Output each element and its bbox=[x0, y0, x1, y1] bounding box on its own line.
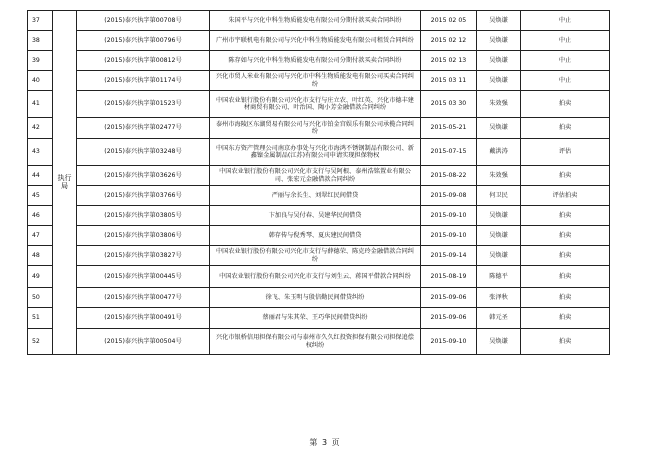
result-cell: 评估 bbox=[521, 139, 610, 166]
case-number-cell: (2015)泰兴执字第03805号 bbox=[77, 206, 210, 226]
table-row bbox=[28, 118, 610, 139]
row-number-cell: 41 bbox=[28, 91, 53, 118]
result-cell: 拍卖 bbox=[521, 226, 610, 246]
parties-cell: 中国农业银行股份有限公司兴化市支行与吴阿根、泰州浩铭置业有限公司、张宏元金融借款合同纠纷 bbox=[210, 166, 421, 186]
row-number-cell: 38 bbox=[28, 31, 53, 51]
officer-cell: 吴焕谦 bbox=[477, 206, 521, 226]
date-cell: 2015 03 11 bbox=[421, 71, 477, 91]
parties-cell: 蔡丽君与朱其荣、王巧华民间借贷纠纷 bbox=[210, 308, 421, 329]
date-cell: 2015-09-14 bbox=[421, 246, 477, 266]
case-number-cell: (2015)泰兴执字第03248号 bbox=[77, 139, 210, 166]
result-cell: 中止 bbox=[521, 31, 610, 51]
case-number-cell: (2015)泰兴执字第03766号 bbox=[77, 186, 210, 206]
parties-cell: 严丽与余长生、刘翠红民间借贷 bbox=[210, 186, 421, 206]
row-number-cell: 51 bbox=[28, 308, 53, 329]
date-cell: 2015-09-10 bbox=[421, 226, 477, 246]
parties-cell: 广州市宇联机电有限公司与兴化中科生物质能发电有限公司租赁合同纠纷 bbox=[210, 31, 421, 51]
table-row bbox=[28, 71, 610, 91]
result-cell: 拍卖 bbox=[521, 308, 610, 329]
parties-cell: 陈存如与兴化中科生物质能发电有限公司分期付款买卖合同纠纷 bbox=[210, 51, 421, 71]
row-number-cell: 52 bbox=[28, 329, 53, 355]
table-row bbox=[28, 308, 610, 329]
date-cell: 2015-08-19 bbox=[421, 266, 477, 288]
table-row bbox=[28, 246, 610, 266]
officer-cell: 张泽秋 bbox=[477, 288, 521, 308]
officer-cell: 吴焕谦 bbox=[477, 71, 521, 91]
table-row bbox=[28, 166, 610, 186]
page-number: 第 3 页 bbox=[309, 438, 341, 447]
date-cell: 2015 02 05 bbox=[421, 11, 477, 31]
parties-cell: 兴化市贸人米业有限公司与兴化市中科生物质能发电有限公司买卖合同纠纷 bbox=[210, 71, 421, 91]
result-cell: 拍卖 bbox=[521, 206, 610, 226]
parties-cell: 泰州市海陵区东湖贸易有限公司与兴化市铂金宫娱乐有限公司承揽合同纠纷 bbox=[210, 118, 421, 139]
date-cell: 2015-05-21 bbox=[421, 118, 477, 139]
parties-cell: 卞加良与吴付春、吴建华民间借贷 bbox=[210, 206, 421, 226]
parties-cell: 中国农业银行股份有限公司兴化市支行与刘生云、蒋国平借款合同纠纷 bbox=[210, 266, 421, 288]
case-number-cell: (2015)泰兴执字第00477号 bbox=[77, 288, 210, 308]
case-number-cell: (2015)泰兴执字第03806号 bbox=[77, 226, 210, 246]
row-number-cell: 45 bbox=[28, 186, 53, 206]
officer-cell: 吴焕谦 bbox=[477, 226, 521, 246]
row-number-cell: 37 bbox=[28, 11, 53, 31]
case-number-cell: (2015)泰兴执字第00491号 bbox=[77, 308, 210, 329]
result-cell: 拍卖 bbox=[521, 288, 610, 308]
case-number-cell: (2015)泰兴执字第03626号 bbox=[77, 166, 210, 186]
result-cell: 中止 bbox=[521, 11, 610, 31]
case-number-cell: (2015)泰兴执字第00708号 bbox=[77, 11, 210, 31]
parties-cell: 朱国平与兴化中科生物质能发电有限公司分期付款买卖合同纠纷 bbox=[210, 11, 421, 31]
officer-cell: 吴焕谦 bbox=[477, 51, 521, 71]
row-number-cell: 44 bbox=[28, 166, 53, 186]
row-number-cell: 40 bbox=[28, 71, 53, 91]
case-number-cell: (2015)泰兴执字第02477号 bbox=[77, 118, 210, 139]
row-number-cell: 43 bbox=[28, 139, 53, 166]
table-row bbox=[28, 31, 610, 51]
result-cell: 拍卖 bbox=[521, 246, 610, 266]
table-row bbox=[28, 139, 610, 166]
parties-cell: 中国农业银行股份有限公司兴化市支行与薛德荣、陈克玲金融借款合同纠纷 bbox=[210, 246, 421, 266]
case-records-table bbox=[27, 10, 610, 355]
officer-cell: 戴洪涛 bbox=[477, 139, 521, 166]
case-number-cell: (2015)泰兴执字第00796号 bbox=[77, 31, 210, 51]
officer-cell: 吴焕谦 bbox=[477, 118, 521, 139]
date-cell: 2015-07-15 bbox=[421, 139, 477, 166]
parties-cell: 徐飞、朱玉明与殷信勤民间借贷纠纷 bbox=[210, 288, 421, 308]
result-cell: 拍卖 bbox=[521, 329, 610, 355]
row-number-cell: 48 bbox=[28, 246, 53, 266]
date-cell: 2015 02 12 bbox=[421, 31, 477, 51]
result-cell: 拍卖 bbox=[521, 266, 610, 288]
row-number-cell: 39 bbox=[28, 51, 53, 71]
officer-cell: 吴焕谦 bbox=[477, 329, 521, 355]
table-row bbox=[28, 91, 610, 118]
department-cell: 执行局 bbox=[53, 11, 77, 355]
table-row bbox=[28, 11, 610, 31]
officer-cell: 吴焕谦 bbox=[477, 11, 521, 31]
row-number-cell: 49 bbox=[28, 266, 53, 288]
officer-cell: 韩元圣 bbox=[477, 308, 521, 329]
result-cell: 评估拍卖 bbox=[521, 186, 610, 206]
row-number-cell: 46 bbox=[28, 206, 53, 226]
table-row bbox=[28, 288, 610, 308]
table-row bbox=[28, 226, 610, 246]
case-number-cell: (2015)泰兴执字第01523号 bbox=[77, 91, 210, 118]
table-row bbox=[28, 329, 610, 355]
table-row bbox=[28, 51, 610, 71]
date-cell: 2015-09-10 bbox=[421, 206, 477, 226]
table-row bbox=[28, 186, 610, 206]
result-cell: 拍卖 bbox=[521, 91, 610, 118]
row-number-cell: 50 bbox=[28, 288, 53, 308]
parties-cell: 兴化市银桥信用担保有限公司与泰州市久久红投资担保有限公司担保追偿权纠纷 bbox=[210, 329, 421, 355]
officer-cell: 吴焕谦 bbox=[477, 31, 521, 51]
case-number-cell: (2015)泰兴执字第00812号 bbox=[77, 51, 210, 71]
date-cell: 2015-09-06 bbox=[421, 288, 477, 308]
result-cell: 拍卖 bbox=[521, 118, 610, 139]
officer-cell: 朱效强 bbox=[477, 91, 521, 118]
date-cell: 2015-09-08 bbox=[421, 186, 477, 206]
parties-cell: 中国农业银行股份有限公司兴化市支行与庄立农、叶红英、兴化市德丰建材商贸有限公司、叶治国、陶小芳金融借款合同纠纷 bbox=[210, 91, 421, 118]
officer-cell: 吴焕谦 bbox=[477, 246, 521, 266]
result-cell: 中止 bbox=[521, 51, 610, 71]
parties-cell: 中国东方资产管理公司南京办事处与兴化市海鸿不锈钢制品有限公司、新鑫镍金属制品(江苏)有限公司申请实现担保物权 bbox=[210, 139, 421, 166]
case-number-cell: (2015)泰兴执字第00445号 bbox=[77, 266, 210, 288]
case-number-cell: (2015)泰兴执字第01174号 bbox=[77, 71, 210, 91]
date-cell: 2015 02 13 bbox=[421, 51, 477, 71]
officer-cell: 陈德平 bbox=[477, 266, 521, 288]
result-cell: 中止 bbox=[521, 71, 610, 91]
table-row bbox=[28, 266, 610, 288]
date-cell: 2015-09-06 bbox=[421, 308, 477, 329]
date-cell: 2015-08-22 bbox=[421, 166, 477, 186]
parties-cell: 韩存传与倪秀琴、夏庆建民间借贷 bbox=[210, 226, 421, 246]
date-cell: 2015-09-10 bbox=[421, 329, 477, 355]
row-number-cell: 47 bbox=[28, 226, 53, 246]
officer-cell: 何卫民 bbox=[477, 186, 521, 206]
case-number-cell: (2015)泰兴执字第00504号 bbox=[77, 329, 210, 355]
table-body bbox=[28, 11, 610, 355]
case-number-cell: (2015)泰兴执字第03827号 bbox=[77, 246, 210, 266]
officer-cell: 朱效强 bbox=[477, 166, 521, 186]
table-row bbox=[28, 206, 610, 226]
result-cell: 拍卖 bbox=[521, 166, 610, 186]
row-number-cell: 42 bbox=[28, 118, 53, 139]
date-cell: 2015 03 30 bbox=[421, 91, 477, 118]
